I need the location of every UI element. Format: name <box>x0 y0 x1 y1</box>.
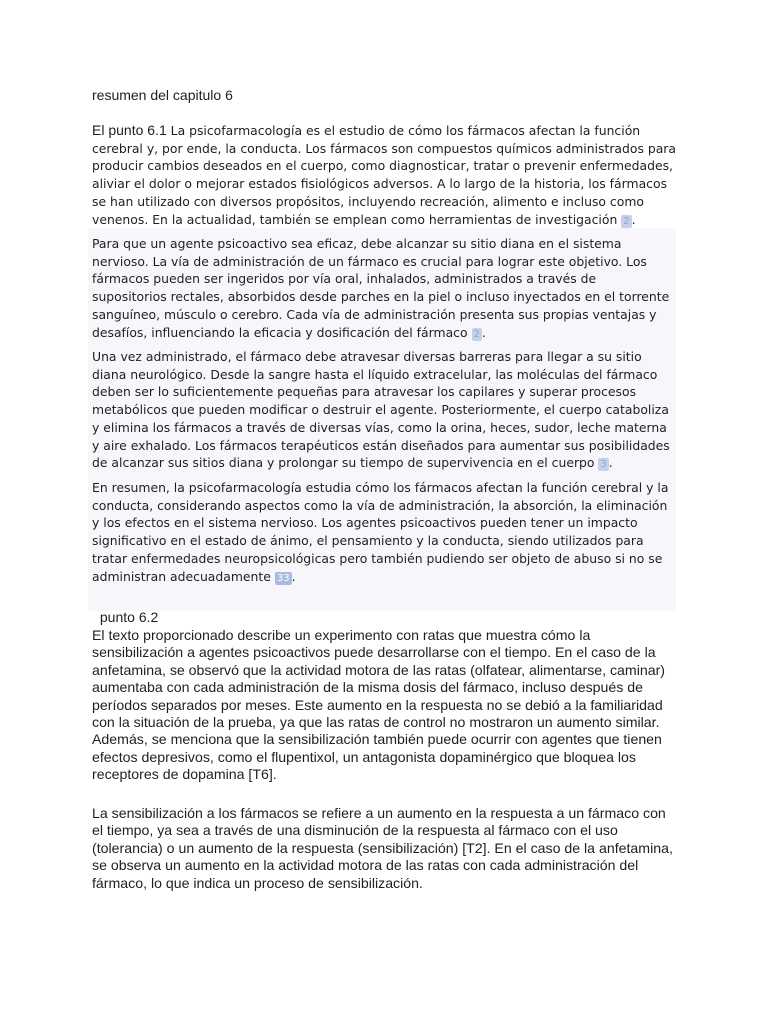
summary-paragraph-1: Para que un agente psicoactivo sea eficaz, debe alcanzar su sitio diana en el sistema nervioso. La vía de administración de un fármaco es crucial para lograr este objetivo. Los fármacos pueden ser ingeridos por vía oral, inhalados, administrados a través de supositorios rectales, absorbidos desde parches en la piel o incluso inyectados en el torrente sanguíneo, músculo o cerebro. Cada vía de administración presenta sus propias ventajas y desafíos, influenciando la eficacia y dosificación del fármaco 2 . <box>92 236 670 340</box>
citation-marker[interactable]: 3 <box>600 459 607 471</box>
summary-paragraph-2: Una vez administrado, el fármaco debe atravesar diversas barreras para llegar a su sitio diana neurológico. Desde la sangre hasta el líquido extracelular, las moléculas del fármaco deben ser lo suficientemente pequeñas para atravesar los capilares y superar procesos metabólicos que pueden modificar o destruir el agente. Posteriormente, el cuerpo cataboliza y elimina los fármacos a través de diversas vías, como la orina, heces, sudor, leche materna y aire exhalado. Los fármacos terapéuticos están diseñados para aumentar sus posibilidades de alcanzar sus sitios diana y prolongar su tiempo de supervivencia en el cuerpo 3 . <box>92 349 670 471</box>
citation-marker[interactable]: 33 <box>276 572 290 584</box>
citation-marker[interactable]: 2 <box>473 328 480 340</box>
summary-paragraph-3-text: En resumen, la psicofarmacología estudia cómo los fármacos afectan la función cerebral y la conducta, considerando aspectos como la vía de administración, la absorción, la eliminación y los efectos en el sistema nervioso. Los agentes psicoactivos pueden tener un impacto significativo en el estado de ánimo, el pensamiento y la conducta, siendo utilizados para tratar enfermedades neuropsicológicas pero también pudiendo ser objeto de abuso si no se administran adecuadamente <box>92 480 669 584</box>
summary-paragraph-2-text: Una vez administrado, el fármaco debe atravesar diversas barreras para llegar a su sitio diana neurológico. Desde la sangre hasta el líquido extracelular, las moléculas del fármaco deben ser lo suficientemente pequeñas para atravesar los capilares y superar procesos metabólicos que pueden modificar o destruir el agente. Posteriormente, el cuerpo cataboliza y elimina los fármacos a través de diversas vías, como la orina, heces, sudor, leche materna y aire exhalado. Los fármacos terapéuticos están diseñados para aumentar sus posibilidades de alcanzar sus sitios diana y prolongar su tiempo de supervivencia en el cuerpo <box>92 349 670 471</box>
section-6-2-heading: punto 6.2 <box>96 609 159 625</box>
section-6-1-intro: El punto 6.1 La psicofarmacología es el estudio de cómo los fármacos afectan la función cerebral y, por ende, la conducta. Los fármacos son compuestos químicos administrados para producir cambios deseados en el cuerpo, como diagnosticar, tratar o prevenir enfermedades, aliviar el dolor o mejorar estados fisiológicos adversos. A lo largo de la historia, los fármacos se han utilizado con diversos propósitos, incluyendo recreación, alimento e incluso como venenos. En la actualidad, también se emplean como herramientas de investigación 2 . <box>92 122 676 227</box>
document-title: resumen del capitulo 6 <box>92 87 233 103</box>
section-6-1-lead: El punto 6.1 <box>92 122 167 138</box>
section-6-2-paragraph-2: La sensibilización a los fármacos se refiere a un aumento en la respuesta a un fármaco con el tiempo, ya sea a través de una disminución de la respuesta al fármaco con el uso (tolerancia) o un aumento de la respuesta (sensibilización) [T2]. En el caso de la anfetamina, se observa un aumento en la actividad motora de las ratas con cada administración del fármaco, lo que indica un proceso de sensibilización. <box>92 805 673 891</box>
summary-paragraph-3: En resumen, la psicofarmacología estudia cómo los fármacos afectan la función cerebral y la conducta, considerando aspectos como la vía de administración, la absorción, la eliminación y los efectos en el sistema nervioso. Los agentes psicoactivos pueden tener un impacto significativo en el estado de ánimo, el pensamiento y la conducta, siendo utilizados para tratar enfermedades neuropsicológicas pero también pudiendo ser objeto de abuso si no se administran adecuadamente 33 . <box>92 480 669 584</box>
citation-marker[interactable]: 2 <box>623 215 630 227</box>
section-6-1-intro-text: La psicofarmacología es el estudio de cómo los fármacos afectan la función cerebral y, por ende, la conducta. Los fármacos son compuestos químicos administrados para producir cambios deseados en el cuerpo, como diagnosticar, tratar o prevenir enfermedades, aliviar el dolor o mejorar estados fisiológicos adversos. A lo largo de la historia, los fármacos se han utilizado con diversos propósitos, incluyendo recreación, alimento e incluso como venenos. En la actualidad, también se emplean como herramientas de investigación <box>92 123 676 227</box>
summary-paragraph-1-text: Para que un agente psicoactivo sea eficaz, debe alcanzar su sitio diana en el sistema nervioso. La vía de administración de un fármaco es crucial para lograr este objetivo. Los fármacos pueden ser ingeridos por vía oral, inhalados, administrados a través de supositorios rectales, absorbidos desde parches en la piel o incluso inyectados en el torrente sanguíneo, músculo o cerebro. Cada vía de administración presenta sus propias ventajas y desafíos, influenciando la eficacia y dosificación del fármaco <box>92 236 670 340</box>
section-6-2-paragraph-1: El texto proporcionado describe un experimento con ratas que muestra cómo la sensibilización a agentes psicoactivos puede desarrollarse con el tiempo. En el caso de la anfetamina, se observó que la actividad motora de las ratas (olfatear, alimentarse, caminar) aumentaba con cada administración de la misma dosis del fármaco, incluso después de períodos separados por meses. Este aumento en la respuesta no se debió a la familiaridad con la situación de la prueba, ya que las ratas de control no mostraron un aumento similar. Además, se menciona que la sensibilización también puede ocurrir con agentes que tienen efectos depresivos, como el flupentixol, un antagonista dopaminérgico que bloquea los receptores de dopamina [T6]. <box>92 627 665 783</box>
